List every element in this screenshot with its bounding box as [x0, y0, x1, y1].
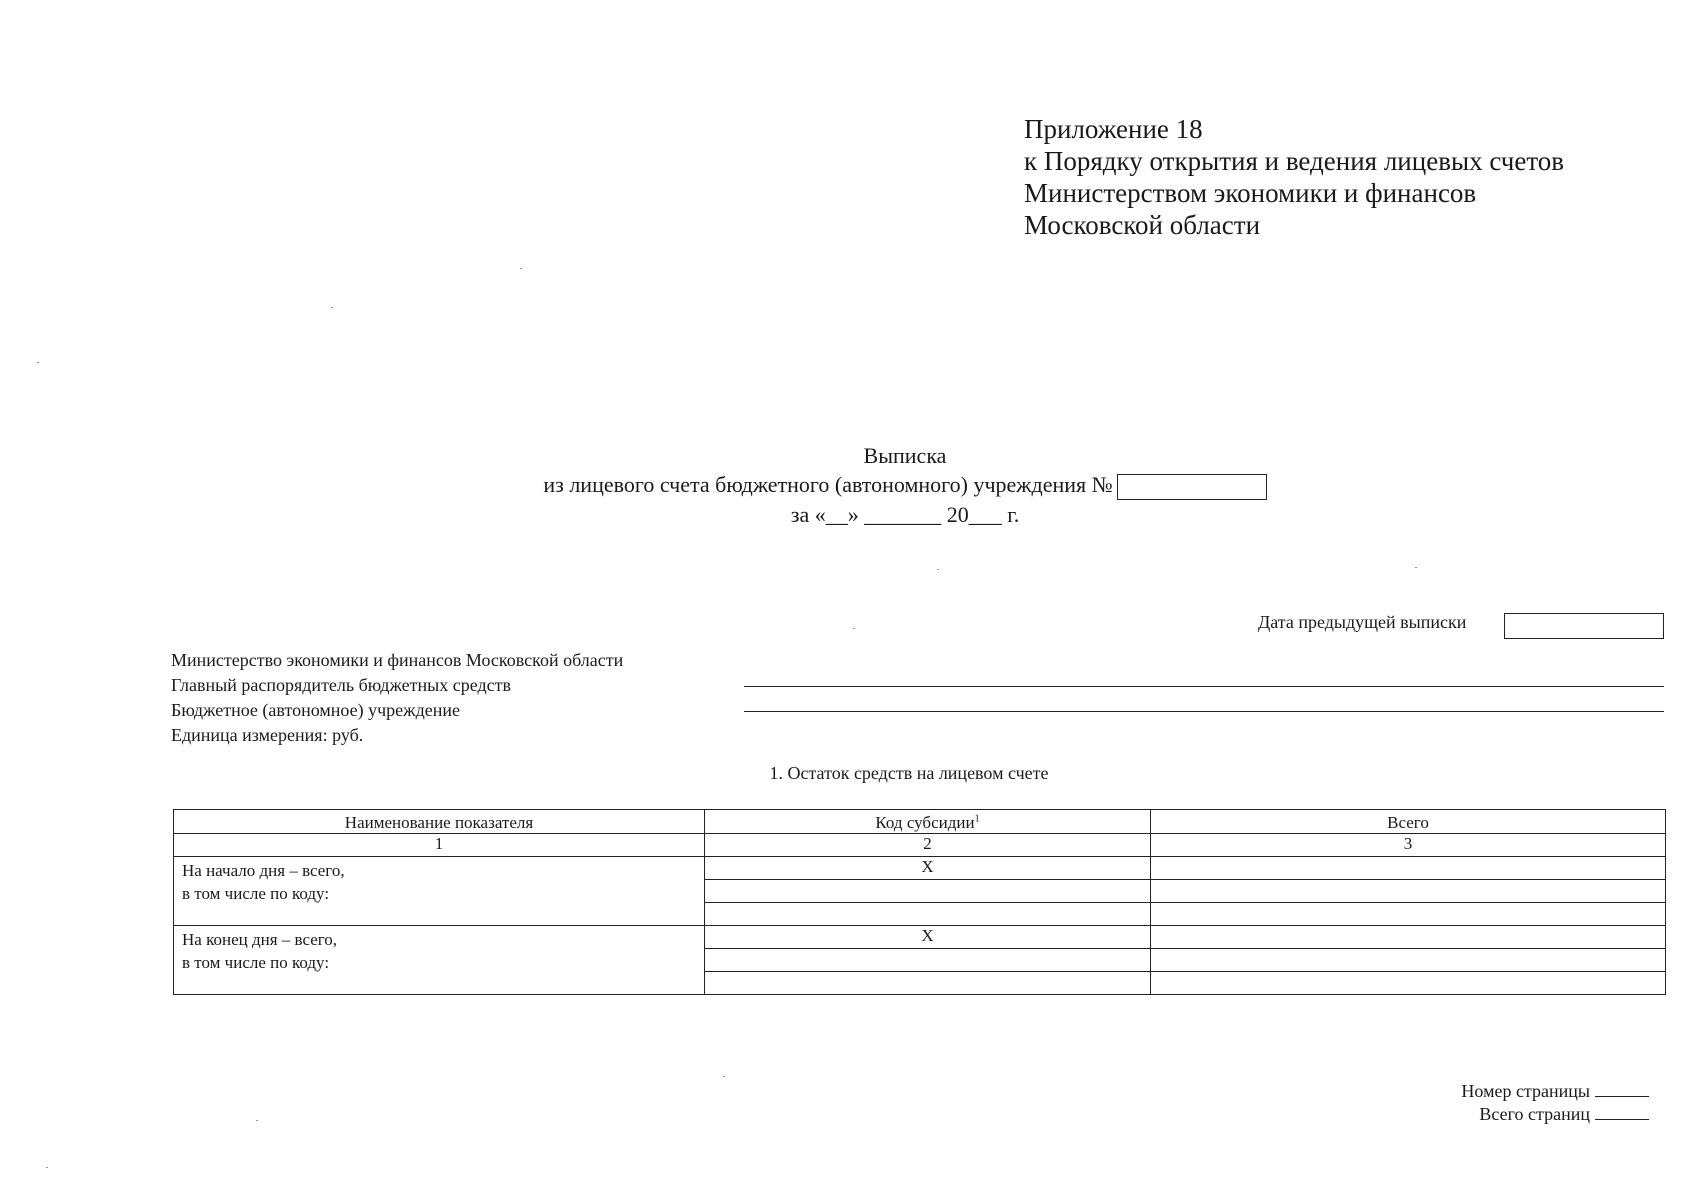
page-number-blank[interactable]	[1595, 1096, 1649, 1097]
section-title: 1. Остаток средств на лицевом счете	[769, 763, 1049, 783]
header-indicator: Наименование показателя	[174, 810, 705, 834]
end-code-total-cell[interactable]	[1151, 972, 1666, 995]
table-row	[174, 926, 1666, 949]
header-subsidy-code	[705, 810, 1151, 834]
end-total-cell[interactable]	[1151, 926, 1666, 949]
balance-table	[173, 809, 1666, 995]
total-pages-label: Всего страниц	[1479, 1104, 1590, 1124]
end-code-x: Х	[705, 926, 1151, 949]
end-label-line1: На конец дня – всего,	[182, 930, 338, 949]
end-label-line2: в том числе по коду:	[182, 953, 330, 972]
start-code-cell[interactable]	[705, 903, 1151, 926]
ministry-name: Министерство экономики и финансов Московской области	[171, 650, 624, 670]
appendix-line2: к Порядку открытия и ведения лицевых счетов	[1024, 146, 1565, 176]
scan-speck	[520, 268, 522, 269]
appendix-line3: Министерством экономики и финансов	[1024, 178, 1477, 208]
end-code-total-cell[interactable]	[1151, 949, 1666, 972]
chief-manager-label: Главный распорядитель бюджетных средств	[171, 675, 511, 695]
start-code-total-cell[interactable]	[1151, 903, 1666, 926]
scan-speck	[256, 1120, 258, 1121]
header-total: Всего	[1151, 810, 1666, 834]
account-number-field[interactable]	[1117, 474, 1267, 500]
start-label-line2: в том числе по коду:	[182, 884, 330, 903]
scan-speck	[37, 362, 39, 363]
colnum-1: 1	[174, 834, 705, 857]
end-code-cell[interactable]	[705, 972, 1151, 995]
appendix-line1: Приложение 18	[1024, 114, 1203, 144]
total-pages	[1479, 1104, 1649, 1125]
title-subheading-row	[0, 470, 1697, 500]
header-footnote-mark: 1	[974, 813, 980, 825]
start-total-cell[interactable]	[1151, 857, 1666, 880]
prev-statement-label: Дата предыдущей выписки	[1258, 612, 1467, 632]
scan-speck	[853, 628, 855, 629]
total-pages-blank[interactable]	[1595, 1119, 1649, 1120]
page-number-label: Номер страницы	[1461, 1081, 1590, 1101]
unit-label: Единица измерения: руб.	[171, 725, 364, 745]
scan-speck	[937, 569, 939, 570]
prev-statement-date-field[interactable]	[1504, 613, 1664, 639]
colnum-3: 3	[1151, 834, 1666, 857]
end-code-cell[interactable]	[705, 949, 1151, 972]
colnum-2: 2	[705, 834, 1151, 857]
appendix-header	[1024, 113, 1564, 241]
start-code-cell[interactable]	[705, 880, 1151, 903]
start-code-x: Х	[705, 857, 1151, 880]
title-date-line: за «__» _______ 20___ г.	[790, 501, 1020, 527]
start-label-line1: На начало дня – всего,	[182, 861, 345, 880]
chief-manager-line[interactable]	[744, 686, 1664, 687]
title-subheading: из лицевого счета бюджетного (автономного) учреждения №	[543, 472, 1113, 497]
scan-speck	[723, 1076, 725, 1077]
title-heading: Выписка	[863, 443, 947, 468]
end-of-day-label	[174, 926, 705, 995]
scan-speck	[331, 307, 333, 308]
institution-label: Бюджетное (автономное) учреждение	[171, 700, 460, 720]
appendix-line4: Московской области	[1024, 210, 1261, 240]
page-number	[1461, 1081, 1649, 1102]
start-of-day-label	[174, 857, 705, 926]
document-title	[0, 441, 1697, 529]
header-subsidy-code-text: Код субсидии	[875, 813, 975, 832]
table-header-row	[174, 810, 1666, 834]
start-code-total-cell[interactable]	[1151, 880, 1666, 903]
table-colnum-row	[174, 834, 1666, 857]
scan-speck	[46, 1167, 48, 1168]
institution-line[interactable]	[744, 711, 1664, 712]
table-row	[174, 857, 1666, 880]
scan-speck	[1415, 567, 1417, 568]
